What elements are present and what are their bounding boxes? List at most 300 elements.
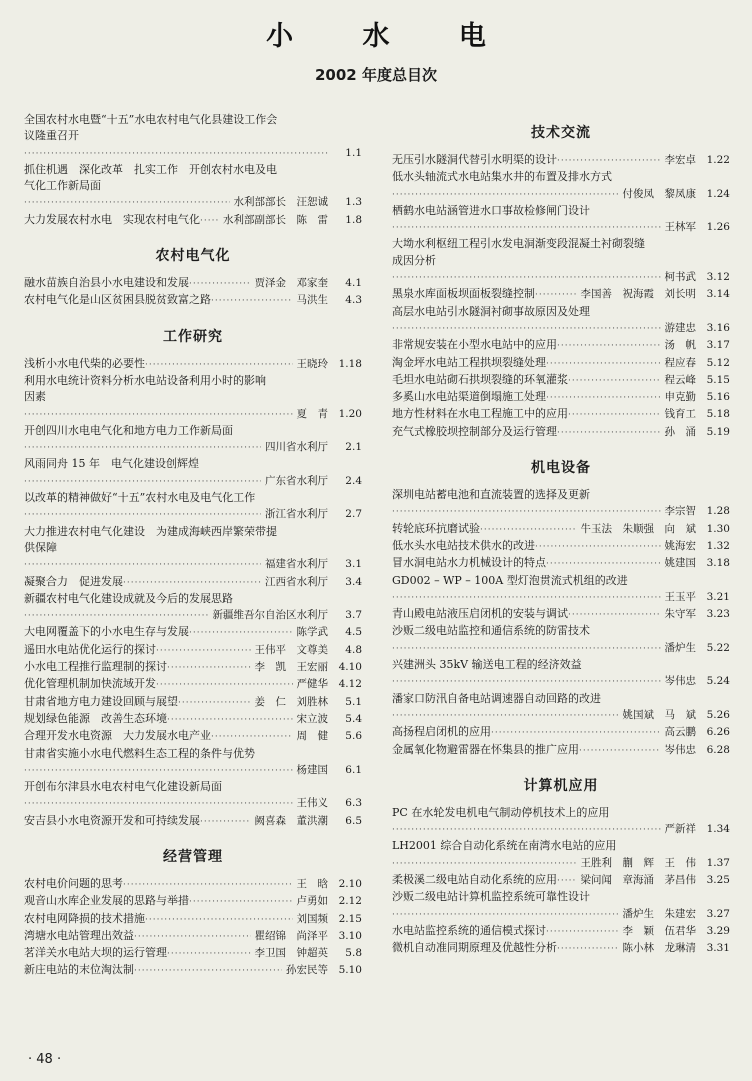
page-number: · 48 ·: [28, 1052, 62, 1067]
entry-line: [392, 203, 730, 219]
dot-leader: [145, 357, 293, 373]
toc-entry: [392, 169, 730, 203]
toc-entry: [392, 521, 730, 538]
entry-author: 孙宏民等: [286, 964, 328, 977]
entry-author: 潘炉生 朱建宏: [622, 907, 696, 920]
toc-entry: [24, 292, 362, 309]
entry-author: 李宗智: [664, 505, 696, 518]
toc-entry: [392, 355, 730, 372]
toc-entry: [392, 152, 730, 169]
entry-line: [392, 538, 730, 555]
toc-entry: [24, 746, 362, 780]
entry-title-line: 大力推进农村电气化建设 为建成海峡西岸繁荣带提: [24, 524, 277, 538]
entry-page: 3.18: [706, 557, 730, 570]
entry-page: 1.24: [706, 187, 730, 200]
dot-leader: [568, 407, 661, 423]
dot-leader: [24, 146, 328, 162]
entry-author-line: [24, 607, 362, 624]
entry-title-line: 高扬程启闭机的应用: [392, 725, 491, 739]
entry-author-line: [24, 506, 362, 523]
entry-author-line: [24, 194, 362, 211]
dot-leader: [123, 575, 261, 591]
entry-author-line: [392, 906, 730, 923]
entry-author: 王伟平 文尊美: [254, 643, 328, 656]
entry-line: [392, 742, 730, 759]
dot-leader: [24, 440, 261, 456]
dot-leader: [178, 695, 251, 711]
entry-page: 6.5: [345, 814, 362, 827]
entry-page: 1.22: [706, 154, 730, 166]
entry-page: 1.20: [338, 407, 362, 420]
entry-line: [392, 606, 730, 623]
dot-leader: [189, 894, 293, 910]
toc-entry: [24, 275, 362, 292]
entry-page: 2.15: [338, 912, 362, 925]
entry-author: 江西省水利厅: [265, 575, 328, 588]
dot-leader: [167, 946, 251, 962]
toc-entry: [392, 573, 730, 607]
toc-entry: [24, 356, 362, 373]
entry-title-line: 大坳水利枢纽工程引水发电洞渐变段混凝土衬砌裂缝: [392, 237, 645, 251]
toc-entry: [24, 624, 362, 641]
entry-page: 5.16: [706, 391, 730, 404]
dot-leader: [392, 856, 577, 872]
entry-line: [24, 711, 362, 728]
dot-leader: [189, 276, 251, 292]
entry-line: [24, 292, 362, 309]
entry-author: 汤 帆: [664, 339, 696, 352]
entry-line: [24, 490, 362, 506]
toc-entry: [392, 304, 730, 338]
toc-entry: [392, 691, 730, 725]
entry-author: 周 健: [296, 730, 328, 743]
entry-line: [392, 838, 730, 854]
dot-leader: [24, 557, 261, 573]
entry-line: [24, 928, 362, 945]
dot-leader: [156, 643, 251, 659]
entry-page: 3.31: [706, 942, 730, 955]
entry-title-line: 潘家口防汛自备电站调速器自动回路的改进: [392, 691, 601, 705]
toc-entry: [24, 162, 362, 212]
entry-page: 1.3: [345, 196, 362, 209]
entry-author: 王伟义: [296, 797, 328, 810]
entry-title-line: 转轮底环抗磨试验: [392, 521, 480, 535]
entry-title-line: 低水头轴流式水电站集水井的布置及排水方式: [392, 170, 612, 184]
toc-entry: [24, 423, 362, 457]
toc-entry: [24, 591, 362, 625]
entry-line: [24, 746, 362, 762]
entry-author: 潘炉生: [664, 641, 696, 654]
entry-author: 水利部副部长 陈 雷: [223, 213, 328, 226]
entry-page: 5.4: [345, 712, 362, 725]
entry-page: 2.7: [345, 508, 362, 521]
entry-page: 1.30: [706, 522, 730, 535]
entry-line: [24, 389, 362, 405]
entry-page: 1.32: [706, 539, 730, 552]
entry-page: 3.23: [706, 608, 730, 621]
entry-line: [392, 872, 730, 889]
entry-title-line: GD002 – WP – 100A 型灯泡贯流式机组的改进: [392, 573, 628, 587]
entry-title-line: 大力发展农村水电 实现农村电气化: [24, 212, 200, 226]
toc-entry: [392, 623, 730, 657]
entry-author: 姜 仁 刘胜林: [254, 695, 328, 708]
toc-entry: [392, 389, 730, 406]
entry-author: 马洪生: [296, 294, 328, 307]
entry-author: 钱育工: [664, 408, 696, 421]
entry-author: 申克勤: [664, 391, 696, 404]
section-heading: 机电设备: [531, 460, 591, 477]
entry-author: 严新祥: [664, 823, 696, 836]
entry-title-line: 低水头水电站技术供水的改进: [392, 538, 535, 552]
entry-title-line: 因素: [24, 390, 46, 404]
entry-author: 柯书武: [664, 271, 696, 284]
entry-author-line: [24, 439, 362, 456]
entry-page: 5.18: [706, 408, 730, 421]
toc-entry: [24, 911, 362, 928]
dot-leader: [392, 321, 661, 337]
entry-title-line: 观音山水库企业发展的思路与举措: [24, 894, 189, 908]
entry-page: 1.34: [706, 823, 730, 836]
toc-entry: [24, 659, 362, 676]
toc-entry: [392, 889, 730, 923]
toc-entry: [392, 424, 730, 441]
entry-title-line: 遥田水电站优化运行的探讨: [24, 642, 156, 656]
entry-line: [24, 524, 362, 540]
entry-line: [24, 275, 362, 292]
entry-author-line: [24, 406, 362, 423]
entry-title-line: 议隆重召开: [24, 129, 79, 143]
entry-line: [24, 779, 362, 795]
dot-leader: [557, 873, 577, 889]
entry-title-line: 非常规安装在小型水电站中的应用: [392, 338, 557, 352]
entry-author: 阙喜森 董洪潮: [254, 814, 328, 827]
dot-leader: [24, 507, 261, 523]
toc-entry: [392, 487, 730, 521]
entry-line: [24, 659, 362, 676]
entry-page: 1.1: [345, 146, 362, 159]
toc-entry: [24, 711, 362, 728]
entry-title-line: 茗洋关水电站大坝的运行管理: [24, 946, 167, 960]
entry-author: 李卫国 钟超英: [254, 947, 328, 960]
entry-author: 杨建国: [296, 763, 328, 776]
entry-page: 1.18: [338, 357, 362, 370]
entry-author: 梁问闻 章海涌 茅昌伟: [580, 873, 696, 886]
entry-title-line: 甘肃省地方电力建设回顾与展望: [24, 694, 178, 708]
dot-leader: [392, 674, 661, 690]
dot-leader: [24, 796, 293, 812]
entry-line: [392, 573, 730, 589]
entry-line: [392, 304, 730, 320]
entry-title-line: 农村电气化是山区贫困县脱贫致富之路: [24, 293, 211, 307]
entry-title-line: 无压引水隧洞代替引水明渠的设计: [392, 153, 557, 166]
dot-leader: [392, 187, 619, 203]
entry-line: [392, 169, 730, 185]
toc-section: [24, 245, 362, 310]
entry-author-line: [24, 762, 362, 779]
toc-entry: [24, 112, 362, 162]
dot-leader: [557, 425, 661, 441]
section-heading: 技术交流: [531, 125, 591, 141]
right-column: [392, 106, 730, 957]
entry-author: 宋立波: [296, 712, 328, 725]
dot-leader: [156, 677, 293, 693]
entry-line: [24, 373, 362, 389]
entry-line: [24, 456, 362, 472]
dot-leader: [24, 474, 261, 490]
entry-author: 刘国频: [296, 912, 328, 925]
entry-line: [392, 889, 730, 905]
entry-author: 陈小林 龙琳清: [622, 942, 696, 955]
entry-line: [24, 574, 362, 591]
entry-page: 6.3: [345, 797, 362, 810]
dot-leader: [24, 195, 230, 211]
entry-page: 4.12: [338, 678, 362, 691]
entry-line: [24, 591, 362, 607]
entry-page: 2.12: [338, 895, 362, 908]
dot-leader: [211, 729, 293, 745]
entry-author-line: [392, 855, 730, 872]
toc-entry: [392, 724, 730, 741]
entry-author-line: [24, 556, 362, 573]
entry-author: 瞿绍锦 尚泽平: [254, 929, 328, 942]
page-title: 小 水 电: [266, 21, 516, 52]
entry-author: 姚建国: [664, 557, 696, 570]
entry-line: [24, 911, 362, 928]
entry-page: 1.8: [345, 213, 362, 226]
entry-author: 王胜利 蒯 辉 王 伟: [580, 856, 696, 869]
dot-leader: [392, 504, 661, 520]
dot-leader: [535, 539, 661, 555]
toc-section: [392, 122, 730, 441]
entry-line: [392, 372, 730, 389]
entry-author: 王林军: [664, 221, 696, 234]
entry-line: [24, 893, 362, 910]
entry-title-line: 农村电价问题的思考: [24, 876, 123, 890]
entry-page: 2.10: [338, 877, 362, 890]
entry-line: [24, 876, 362, 893]
entry-line: [24, 624, 362, 641]
toc-entry: [24, 694, 362, 711]
entry-author-line: [392, 503, 730, 520]
entry-page: 3.27: [706, 907, 730, 920]
entry-page: 6.28: [706, 743, 730, 756]
dot-leader: [24, 407, 293, 423]
dot-leader: [491, 725, 661, 741]
entry-page: 6.1: [345, 763, 362, 776]
entry-page: 4.1: [345, 277, 362, 290]
entry-author: 朱守军: [664, 608, 696, 621]
toc-entry: [24, 490, 362, 524]
entry-line: [392, 521, 730, 538]
toc-entry: [392, 742, 730, 759]
toc-section: [24, 112, 362, 229]
entry-author: 高云鹏: [664, 726, 696, 739]
entry-author-line: [392, 269, 730, 286]
toc-entry: [392, 940, 730, 957]
entry-author-line: [24, 795, 362, 812]
entry-page: 4.8: [345, 643, 362, 656]
entry-title-line: 微机自动准同期原理及优越性分析: [392, 941, 557, 955]
entry-title-line: 多奚山水电站渠道倒塌施工处理: [392, 390, 546, 404]
entry-title-line: 抓住机遇 深化改革 扎实工作 开创农村水电及电: [24, 162, 277, 176]
entry-title-line: 沙贩二级电站监控和通信系统的防雷技术: [392, 624, 590, 638]
toc-entry: [392, 657, 730, 691]
entry-title-line: 成因分析: [392, 253, 436, 267]
entry-page: 3.17: [706, 339, 730, 352]
entry-line: [24, 694, 362, 711]
toc-entry: [392, 838, 730, 872]
dot-leader: [392, 270, 661, 286]
entry-line: [392, 355, 730, 372]
dot-leader: [134, 929, 251, 945]
entry-author-line: [392, 219, 730, 236]
dot-leader: [546, 390, 661, 406]
entry-title-line: 深圳电站蓄电池和直流装置的选择及更新: [392, 488, 590, 502]
entry-line: [392, 487, 730, 503]
dot-leader: [167, 712, 293, 728]
dot-leader: [579, 743, 661, 759]
toc-entry: [392, 555, 730, 572]
entry-title-line: 气化工作新局面: [24, 179, 101, 193]
toc-entry: [24, 779, 362, 813]
entry-page: 3.14: [706, 288, 730, 301]
entry-title-line: 合理开发水电资源 大力发展水电产业: [24, 729, 211, 743]
entry-title-line: 大电网覆盖下的小水电生存与发展: [24, 625, 189, 639]
entry-line: [392, 337, 730, 354]
entry-line: [392, 923, 730, 940]
entry-page: 4.3: [345, 294, 362, 307]
entry-title-line: 利用水电统计资料分析水电站设备利用小时的影响: [24, 373, 266, 387]
entry-page: 6.26: [706, 726, 730, 739]
toc-entry: [24, 928, 362, 945]
toc-entry: [24, 212, 362, 229]
entry-author: 四川省水利厅: [265, 441, 328, 454]
entry-line: [392, 555, 730, 572]
entry-line: [24, 356, 362, 373]
entry-author: 王 晗: [296, 877, 328, 890]
entry-author-line: [392, 589, 730, 606]
toc-entry: [24, 876, 362, 893]
dot-leader: [189, 625, 293, 641]
section-heading: 工作研究: [163, 328, 223, 345]
entry-line: [24, 112, 362, 128]
left-column: [24, 106, 362, 980]
dot-leader: [200, 814, 251, 830]
dot-leader: [568, 373, 661, 389]
section-heading: 经营管理: [163, 848, 223, 865]
entry-title-line: 融水苗族自治县小水电建设和发展: [24, 276, 189, 290]
toc-section: [392, 457, 730, 759]
entry-page: 5.22: [706, 641, 730, 654]
dot-leader: [392, 641, 661, 657]
entry-author: 姚海宏: [664, 539, 696, 552]
entry-author-line: [392, 707, 730, 724]
entry-author: 卢勇如: [296, 895, 328, 908]
dot-leader: [123, 877, 293, 893]
entry-title-line: 小水电工程推行监理制的探讨: [24, 660, 167, 674]
entry-author: 新疆维吾尔自治区水利厅: [212, 609, 328, 622]
entry-title-line: 新疆农村电气化建设成就及今后的发展思路: [24, 591, 233, 605]
entry-line: [392, 940, 730, 957]
entry-line: [392, 424, 730, 441]
entry-title-line: 农村电网降损的技术措施: [24, 911, 145, 925]
entry-title-line: 淘金坪水电站工程拱坝裂缝处理: [392, 355, 546, 369]
dot-leader: [546, 556, 661, 572]
entry-title-line: 风雨同舟 15 年 电气化建设创辉煌: [24, 457, 199, 471]
entry-page: 1.26: [706, 221, 730, 234]
entry-line: [24, 676, 362, 693]
entry-line: [24, 540, 362, 556]
entry-author: 姚国斌 马 斌: [622, 708, 696, 721]
entry-line: [24, 178, 362, 194]
entry-page: 5.12: [706, 356, 730, 369]
entry-author: 广东省水利厅: [265, 474, 328, 487]
entry-title-line: 高层水电站引水隧洞衬砌事故原因及处理: [392, 304, 590, 318]
entry-author-line: [392, 673, 730, 690]
entry-page: 1.28: [706, 505, 730, 518]
entry-author: 陈学武: [296, 626, 328, 639]
entry-line: [24, 728, 362, 745]
toc-entry: [24, 524, 362, 574]
entry-author-line: [24, 473, 362, 490]
page-subtitle: 2002 年度总目次: [315, 66, 437, 84]
dot-leader: [211, 293, 293, 309]
dot-leader: [480, 522, 577, 538]
toc-entry: [392, 236, 730, 286]
entry-title-line: 水电站监控系统的通信模式探讨: [392, 923, 546, 937]
entry-title-line: 毛坦水电站砌石拱坝裂缝的环氧灌浆: [392, 372, 568, 386]
entry-title-line: 规划绿色能源 改善生态环境: [24, 711, 167, 725]
toc-entry: [24, 642, 362, 659]
entry-page: 3.7: [345, 609, 362, 622]
toc-entry: [24, 893, 362, 910]
entry-page: 4.5: [345, 626, 362, 639]
entry-line: [24, 962, 362, 979]
entry-line: [24, 128, 362, 144]
toc-entry: [392, 406, 730, 423]
dot-leader: [392, 822, 661, 838]
entry-page: 3.29: [706, 924, 730, 937]
entry-page: 3.25: [706, 873, 730, 886]
entry-page: 3.10: [338, 929, 362, 942]
entry-page: 1.37: [706, 856, 730, 869]
entry-title-line: 湾塘水电站管理出效益: [24, 928, 134, 942]
dot-leader: [392, 907, 619, 923]
entry-page: 2.4: [345, 474, 362, 487]
entry-page: 2.1: [345, 441, 362, 454]
entry-page: 3.16: [706, 321, 730, 334]
toc-entry: [392, 923, 730, 940]
dot-leader: [392, 220, 661, 236]
entry-title-line: 栖鹤水电站涵管进水口事故检修闸门设计: [392, 203, 590, 217]
entry-author-line: [392, 320, 730, 337]
entry-line: [24, 423, 362, 439]
entry-title-line: 优化管理机制加快流域开发: [24, 677, 156, 691]
entry-page: 5.1: [345, 695, 362, 708]
entry-page: 3.1: [345, 558, 362, 571]
entry-author: 李 颖 伍君华: [622, 924, 696, 937]
entry-title-line: 金属氧化物避雷器在怀集县的推广应用: [392, 742, 579, 756]
dot-leader: [24, 763, 293, 779]
entry-title-line: 供保障: [24, 540, 57, 554]
dot-leader: [145, 912, 293, 928]
entry-title-line: 青山殿电站液压启闭机的安装与调试: [392, 607, 568, 621]
entry-page: 3.21: [706, 590, 730, 603]
entry-line: [24, 212, 362, 229]
entry-title-line: PC 在水轮发电机电气制动停机技术上的应用: [392, 805, 610, 819]
entry-title-line: 凝聚合力 促进发展: [24, 574, 123, 588]
entry-author: 严健华: [296, 678, 328, 691]
